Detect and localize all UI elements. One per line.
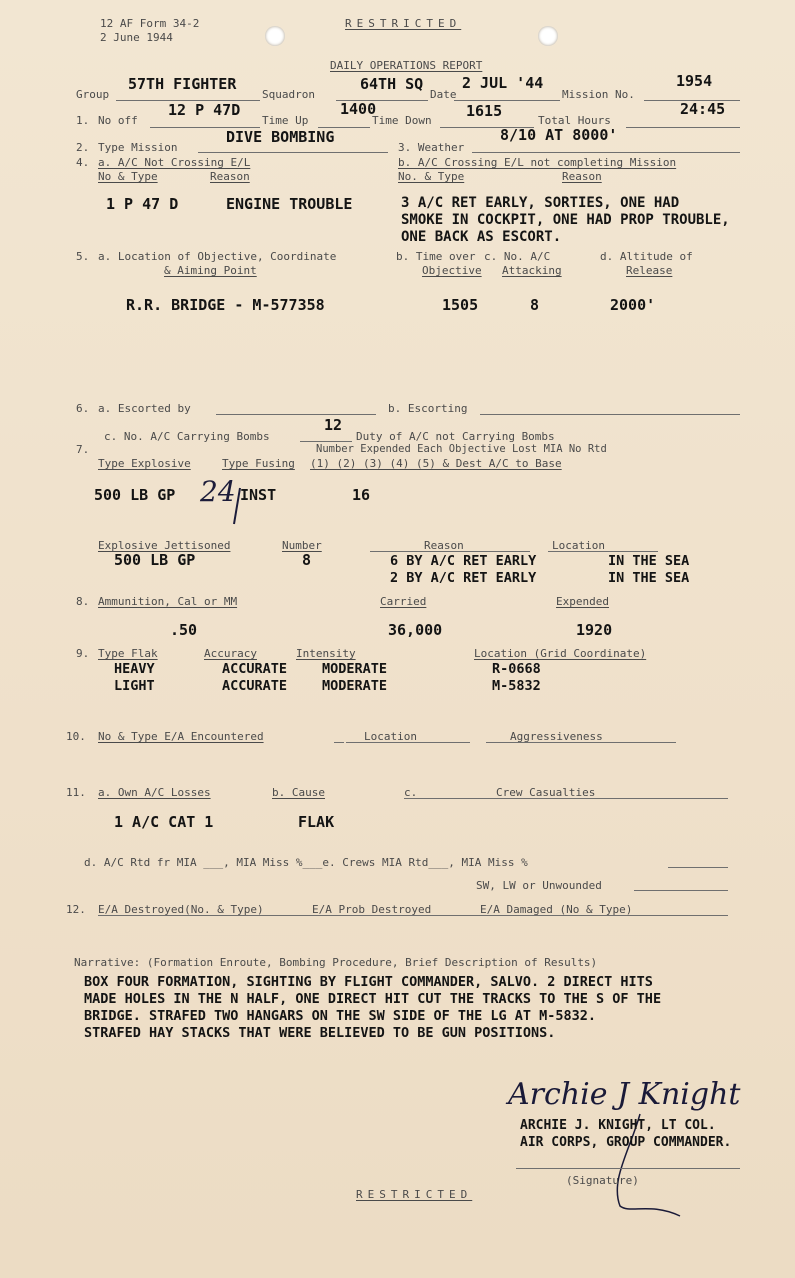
time-up-value: 1400	[340, 100, 377, 118]
fusing-value: INST	[240, 486, 277, 504]
weather-label: 3. Weather	[398, 141, 465, 154]
jettisoned-explosive-value: 500 LB GP	[114, 551, 196, 569]
group-value: 57TH FIGHTER	[128, 75, 237, 93]
item-number: 10.	[66, 730, 86, 743]
reason-label-b: Reason	[562, 170, 602, 183]
classification-bottom: RESTRICTED	[356, 1188, 473, 1201]
expended-count-value: 16	[352, 486, 371, 504]
time-up-label: Time Up	[262, 114, 309, 127]
cause-label: b. Cause	[272, 786, 325, 799]
weather-value: 8/10 AT 8000'	[500, 126, 618, 144]
item-number: 12.	[66, 903, 86, 916]
ea-location-label: Location	[364, 730, 417, 743]
jettisoned-reasons: 6 BY A/C RET EARLY 2 BY A/C RET EARLY	[390, 553, 537, 586]
date-value: 2 JUL '44	[462, 74, 544, 92]
ea-encountered-label: No & Type E/A Encountered	[98, 730, 264, 743]
underline	[404, 798, 728, 799]
ammunition-label: Ammunition, Cal or MM	[98, 595, 238, 608]
ea-prob-destroyed-label: E/A Prob Destroyed	[312, 903, 432, 916]
objective-columns: (1) (2) (3) (4) (5) & Dest A/C to Base	[310, 457, 562, 470]
jettisoned-number-label: Number	[282, 539, 322, 552]
objective-value: R.R. BRIDGE - M-577358	[126, 296, 325, 314]
item-number: 8.	[76, 595, 90, 608]
flak-locations: R-0668 M-5832	[492, 661, 541, 694]
underline	[486, 742, 676, 743]
underline	[472, 152, 740, 153]
crossing-label: b. A/C Crossing E/L not completing Mission	[398, 156, 677, 169]
expended-value: 1920	[576, 621, 613, 639]
underline	[668, 867, 728, 868]
squadron-label: Squadron	[262, 88, 315, 101]
type-mission-label: Type Mission	[98, 141, 178, 154]
type-explosive-label: Type Explosive	[98, 457, 191, 470]
punch-hole	[265, 26, 285, 46]
altitude-label: d. Altitude of	[600, 250, 693, 263]
signature-line	[516, 1168, 740, 1169]
no-off-value: 12 P 47D	[168, 101, 241, 119]
crossing-reason-text: 3 A/C RET EARLY, SORTIES, ONE HAD SMOKE IN COCKPIT, ONE HAD PROP TROUBLE, ONE BACK AS ESCORT.	[401, 195, 730, 245]
c-label: c.	[404, 786, 418, 799]
crew-casualties-label: Crew Casualties	[496, 786, 596, 799]
flak-types: HEAVY LIGHT	[114, 661, 155, 694]
item-number: 1.	[76, 114, 90, 127]
narrative-text: BOX FOUR FORMATION, SIGHTING BY FLIGHT COMMANDER, SALVO. 2 DIRECT HITS MADE HOLES IN THE N HALF, ONE DIRECT HIT CUT THE TRACKS TO THE S OF THE BRIDGE. STRAFED TWO HANGARS ON THE SW SIDE OF THE LG AT M-5832. STRAFED HAY STACKS THAT WERE BELIEVED TO BE GUN POSITIONS.	[84, 974, 662, 1041]
release-value: 2000'	[610, 296, 656, 314]
ea-damaged-label: E/A Damaged (No & Type)	[480, 903, 633, 916]
time-over-sub: Objective	[422, 264, 482, 277]
not-crossing-reason: ENGINE TROUBLE	[226, 195, 353, 213]
carrying-bombs-value: 12	[324, 416, 343, 434]
time-down-value: 1615	[466, 102, 503, 120]
time-over-value: 1505	[442, 296, 479, 314]
date-label: Date	[430, 88, 457, 101]
item-number: 2.	[76, 141, 90, 154]
cause-value: FLAK	[298, 813, 335, 831]
carrying-bombs-label: c. No. A/C Carrying Bombs	[104, 430, 270, 443]
release-sub: Release	[626, 264, 673, 277]
underline	[626, 127, 740, 128]
own-losses-value: 1 A/C CAT 1	[114, 813, 214, 831]
attacking-sub: Attacking	[502, 264, 562, 277]
underline	[300, 441, 352, 442]
type-mission-value: DIVE BOMBING	[226, 128, 335, 146]
mission-label: Mission No.	[562, 88, 635, 101]
item-number: 6.	[76, 402, 90, 415]
mission-value: 1954	[676, 72, 713, 90]
own-losses-label: a. Own A/C Losses	[98, 786, 211, 799]
squadron-value: 64TH SQ	[360, 75, 424, 93]
flak-location-label: Location (Grid Coordinate)	[474, 647, 647, 660]
jettisoned-reason-label: Reason	[424, 539, 464, 552]
expended-header: Number Expended Each Objective Lost MIA No Rtd	[316, 443, 607, 455]
flak-type-label: Type Flak	[98, 647, 158, 660]
attacking-label: c. No. A/C	[484, 250, 551, 263]
item-number: 4.	[76, 156, 90, 169]
flak-accuracy-label: Accuracy	[204, 647, 257, 660]
flak-accuracies: ACCURATE ACCURATE	[222, 661, 288, 694]
classification-top: RESTRICTED	[345, 17, 462, 30]
underline	[634, 890, 728, 891]
explosive-type-value: 500 LB GP	[94, 486, 176, 504]
underline	[98, 915, 728, 916]
narrative-label: Narrative: (Formation Enroute, Bombing Procedure, Brief Description of Results)	[74, 956, 598, 969]
aiming-point-label: & Aiming Point	[164, 264, 257, 277]
aggressiveness-label: Aggressiveness	[510, 730, 603, 743]
escorted-label: a. Escorted by	[98, 402, 191, 415]
punch-hole	[538, 26, 558, 46]
item-number: 9.	[76, 647, 90, 660]
not-crossing-aircraft: 1 P 47 D	[106, 195, 179, 213]
time-down-label: Time Down	[372, 114, 432, 127]
no-type-label: No & Type	[98, 170, 158, 183]
form-date: 2 June 1944	[100, 31, 173, 44]
underline	[346, 742, 470, 743]
ea-destroyed-label: E/A Destroyed(No. & Type)	[98, 903, 264, 916]
report-title: DAILY OPERATIONS REPORT	[330, 59, 483, 72]
flak-intensities: MODERATE MODERATE	[322, 661, 388, 694]
no-type-label-b: No. & Type	[398, 170, 465, 183]
group-label: Group	[76, 88, 110, 101]
escorting-label: b. Escorting	[388, 402, 468, 415]
time-over-label: b. Time over	[396, 250, 476, 263]
flak-intensity-label: Intensity	[296, 647, 356, 660]
reason-label: Reason	[210, 170, 250, 183]
jettisoned-label: Explosive Jettisoned	[98, 539, 231, 552]
item-number: 11.	[66, 786, 86, 799]
signature-label: (Signature)	[566, 1174, 639, 1187]
form-number: 12 AF Form 34-2	[100, 17, 200, 30]
attacking-value: 8	[530, 296, 540, 314]
handwritten-note: 24	[200, 475, 236, 508]
jettisoned-location-label: Location	[552, 539, 605, 552]
item-number: 5.	[76, 250, 90, 263]
not-crossing-label: a. A/C Not Crossing E/L	[98, 156, 251, 169]
expended-label: Expended	[556, 595, 609, 608]
carried-label: Carried	[380, 595, 427, 608]
signature-typed: ARCHIE J. KNIGHT, LT COL. AIR CORPS, GROUP COMMANDER.	[520, 1118, 732, 1150]
total-hours-value: 24:45	[680, 100, 726, 118]
handwritten-signature: Archie J Knight	[508, 1077, 741, 1112]
duty-label: Duty of A/C not Carrying Bombs	[356, 430, 555, 443]
underline	[370, 551, 530, 552]
underline	[216, 414, 376, 415]
total-hours-label: Total Hours	[538, 114, 611, 127]
type-fusing-label: Type Fusing	[222, 457, 295, 470]
underline	[480, 414, 740, 415]
jettisoned-number-value: 8	[302, 551, 312, 569]
objective-label: a. Location of Objective, Coordinate	[98, 250, 337, 263]
jettisoned-locations: IN THE SEA IN THE SEA	[608, 553, 690, 586]
underline	[334, 742, 344, 743]
caliber-value: .50	[170, 621, 198, 639]
no-off-label: No off	[98, 114, 138, 127]
rtd-miss-label: d. A/C Rtd fr MIA ___, MIA Miss %___e. Crews MIA Rtd___, MIA Miss %	[84, 856, 528, 869]
underline	[548, 551, 658, 552]
item-number: 7.	[76, 443, 90, 456]
carried-value: 36,000	[388, 621, 443, 639]
underline	[198, 152, 388, 153]
sw-lw-label: SW, LW or Unwounded	[476, 879, 602, 892]
underline	[454, 100, 560, 101]
